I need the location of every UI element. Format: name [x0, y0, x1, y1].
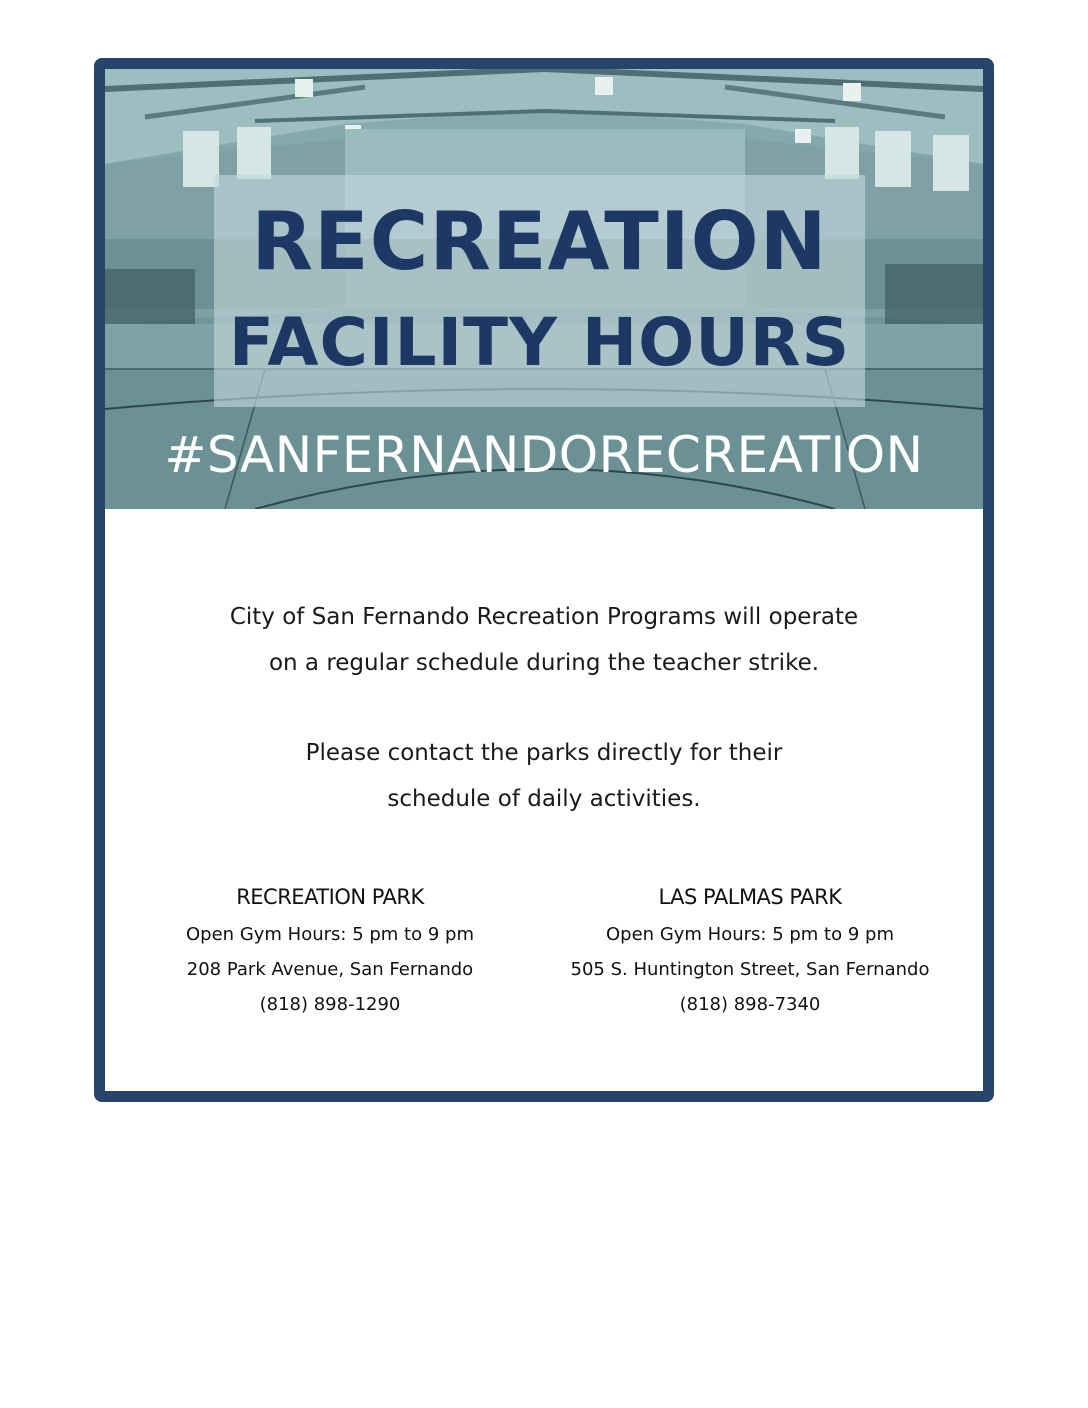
title-line-facility-hours: FACILITY HOURS — [228, 304, 851, 381]
title-line-recreation: RECREATION — [251, 195, 828, 288]
park-hours: Open Gym Hours: 5 pm to 9 pm — [606, 924, 894, 945]
park-address: 505 S. Huntington Street, San Fernando — [570, 959, 930, 980]
intro-line-1: City of San Fernando Recreation Programs will operate — [229, 604, 859, 630]
contact-note-line-2: schedule of daily activities. — [387, 786, 701, 812]
gym-photo-banner — [105, 69, 983, 509]
intro-paragraph — [105, 594, 983, 686]
contact-note-line-1: Please contact the parks directly for their — [305, 740, 783, 766]
park-las-palmas — [545, 877, 955, 1022]
intro-line-2: on a regular schedule during the teacher strike. — [268, 650, 820, 676]
park-recreation — [160, 877, 500, 1022]
park-name: LAS PALMAS PARK — [658, 885, 842, 909]
hashtag: #SANFERNANDORECREATION — [164, 426, 924, 484]
title-box — [214, 175, 865, 407]
flyer-frame — [94, 58, 994, 1102]
park-phone: (818) 898-7340 — [679, 994, 821, 1015]
park-phone: (818) 898-1290 — [259, 994, 401, 1015]
park-address: 208 Park Avenue, San Fernando — [186, 959, 474, 980]
park-name: RECREATION PARK — [236, 885, 424, 909]
park-hours: Open Gym Hours: 5 pm to 9 pm — [186, 924, 474, 945]
contact-note-paragraph — [105, 730, 983, 822]
